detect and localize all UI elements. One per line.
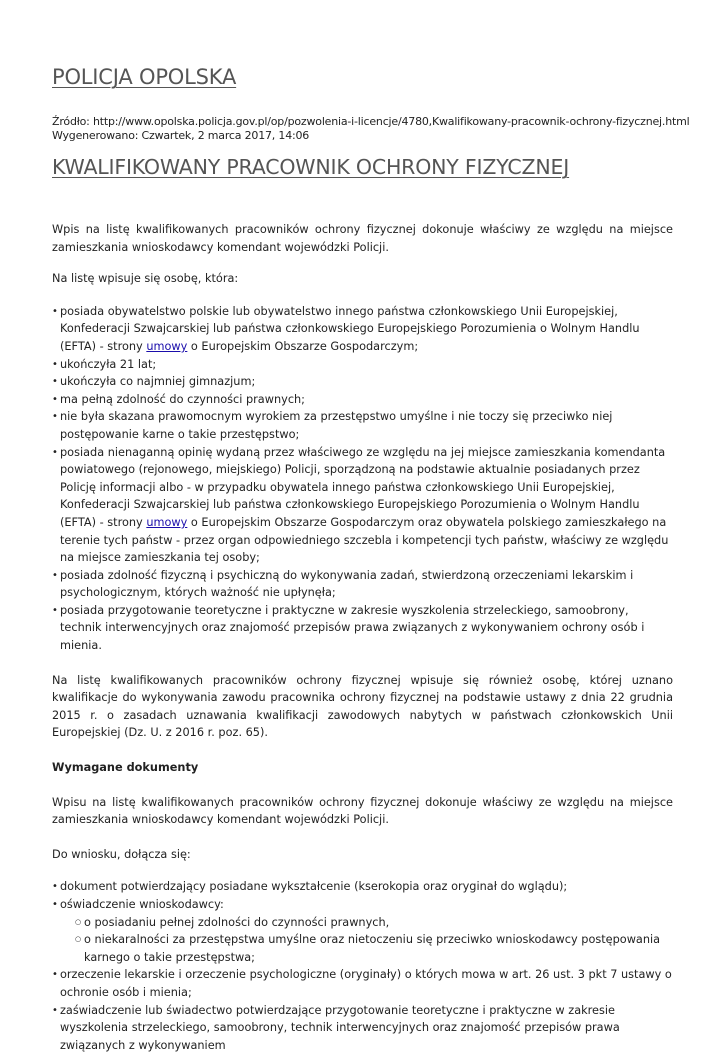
list-item: • posiada zdolność fizyczną i psychiczną do wykonywania zadań, stwierdzoną orzeczeniami lekarskim i psychologicznym, których ważność nie upłynęła;: [52, 567, 673, 602]
required-documents-heading: Wymagane dokumenty: [52, 761, 199, 775]
sub-list: [60, 914, 673, 967]
site-title: POLICJA OPOLSKA: [52, 65, 237, 89]
list-item: • posiada nienaganną opinię wydaną przez właściwego ze względu na jej miejsce zamieszkania komendanta powiatowego (rejonowego, miejskiego) Policji, sporządzoną na podstawie aktualnie posiadanych przez Policję informacji albo - w przypadku obywatela innego państwa członkowskiego Unii Europejskiej, Konfederacji Szwajcarskiej lub państwa członkowskiego Europejskiego Porozumienia o Wolnym Handlu (EFTA) - strony umowy o Europejskim Obszarze Gospodarczym oraz obywatela polskiego zamieszkałego na terenie tych państw - przez organ odpowiedniego szczebla i kompetencji tych państw, właściwy ze względu na miejsce zamieszkania tej osoby;: [52, 444, 673, 567]
documents-list: [52, 878, 673, 1054]
documents-intro: Wpisu na listę kwalifikowanych pracowników ochrony fizycznej dokonuje właściwy ze względu na miejsce zamieszkania wnioskodawcy komendant wojewódzki Policji.: [52, 795, 673, 827]
list-item: • nie była skazana prawomocnym wyrokiem za przestępstwo umyślne i nie toczy się przeciwko niej postępowanie karne o takie przestępstwo;: [52, 408, 673, 443]
list-item: • ukończyła 21 lat;: [52, 356, 673, 374]
list-item: • ma pełną zdolność do czynności prawnych;: [52, 391, 673, 409]
document-body: [52, 221, 673, 1054]
umowy-link[interactable]: umowy: [146, 339, 188, 353]
generated-date: Wygenerowano: Czwartek, 2 marca 2017, 14:06: [52, 129, 310, 142]
requirements-list: [52, 303, 673, 655]
recognition-paragraph: Na listę kwalifikowanych pracowników ochrony fizycznej wpisuje się również osobę, której uznano kwalifikacje do wykonywania zawodu pracownika ochrony fizycznej na podstawie ustawy z dnia 22 grudnia 2015 r. o zasadach uznawania kwalifikacji zawodowych nabytych w państwach członkowskich Unii Europejskiej (Dz. U. z 2016 r. poz. 65).: [52, 673, 673, 740]
sub-list-item: ○ o niekaralności za przestępstwa umyślne oraz nietoczeniu się przeciwko wnioskodawcy postępowania karnego o takie przestępstwa;: [76, 931, 673, 966]
list-item: • posiada obywatelstwo polskie lub obywatelstwo innego państwa członkowskiego Unii Europejskiej, Konfederacji Szwajcarskiej lub państwa członkowskiego Europejskiego Porozumienia o Wolnym Handlu (EFTA) - strony umowy o Europejskim Obszarze Gospodarczym;: [52, 303, 673, 356]
list-item: • dokument potwierdzający posiadane wykształcenie (kserokopia oraz oryginał do wglądu);: [52, 878, 673, 896]
umowy-link[interactable]: umowy: [146, 515, 188, 529]
document-title: KWALIFIKOWANY PRACOWNIK OCHRONY FIZYCZNEJ: [52, 155, 570, 179]
document-meta: [52, 115, 689, 143]
list-item: • oświadczenie wnioskodawcy: ○ o posiadaniu pełnej zdolności do czynności prawnych, ○ o niekaralności za przestępstwa umyślne oraz nietoczeniu się przeciwko wnioskodawcy postępowania karnego o takie przestępstwa;: [52, 896, 673, 966]
requirements-intro: Na listę wpisuje się osobę, która:: [52, 272, 239, 286]
list-item: • ukończyła co najmniej gimnazjum;: [52, 373, 673, 391]
attachments-intro: Do wniosku, dołącza się:: [52, 847, 191, 861]
source-url: Źródło: http://www.opolska.policja.gov.pl/op/pozwolenia-i-licencje/4780,Kwalifikowany-pracownik-ochrony-fizycznej.html: [52, 115, 690, 128]
list-item: • orzeczenie lekarskie i orzeczenie psychologiczne (oryginały) o których mowa w art. 26 ust. 3 pkt 7 ustawy o ochronie osób i mienia;: [52, 966, 673, 1001]
intro-paragraph: Wpis na listę kwalifikowanych pracowników ochrony fizycznej dokonuje właściwy ze względu na miejsce zamieszkania wnioskodawcy komendant wojewódzki Policji.: [52, 223, 673, 254]
list-item: • zaświadczenie lub świadectwo potwierdzające przygotowanie teoretyczne i praktyczne w zakresie wyszkolenia strzeleckiego, samoobrony, technik interwencyjnych oraz znajomość przepisów prawa związanych z wykonywaniem: [52, 1002, 673, 1054]
list-item: • posiada przygotowanie teoretyczne i praktyczne w zakresie wyszkolenia strzeleckiego, samoobrony, technik interwencyjnych oraz znajomość przepisów prawa związanych z wykonywaniem ochrony osób i mienia.: [52, 602, 673, 655]
sub-list-item: ○ o posiadaniu pełnej zdolności do czynności prawnych,: [76, 914, 673, 932]
